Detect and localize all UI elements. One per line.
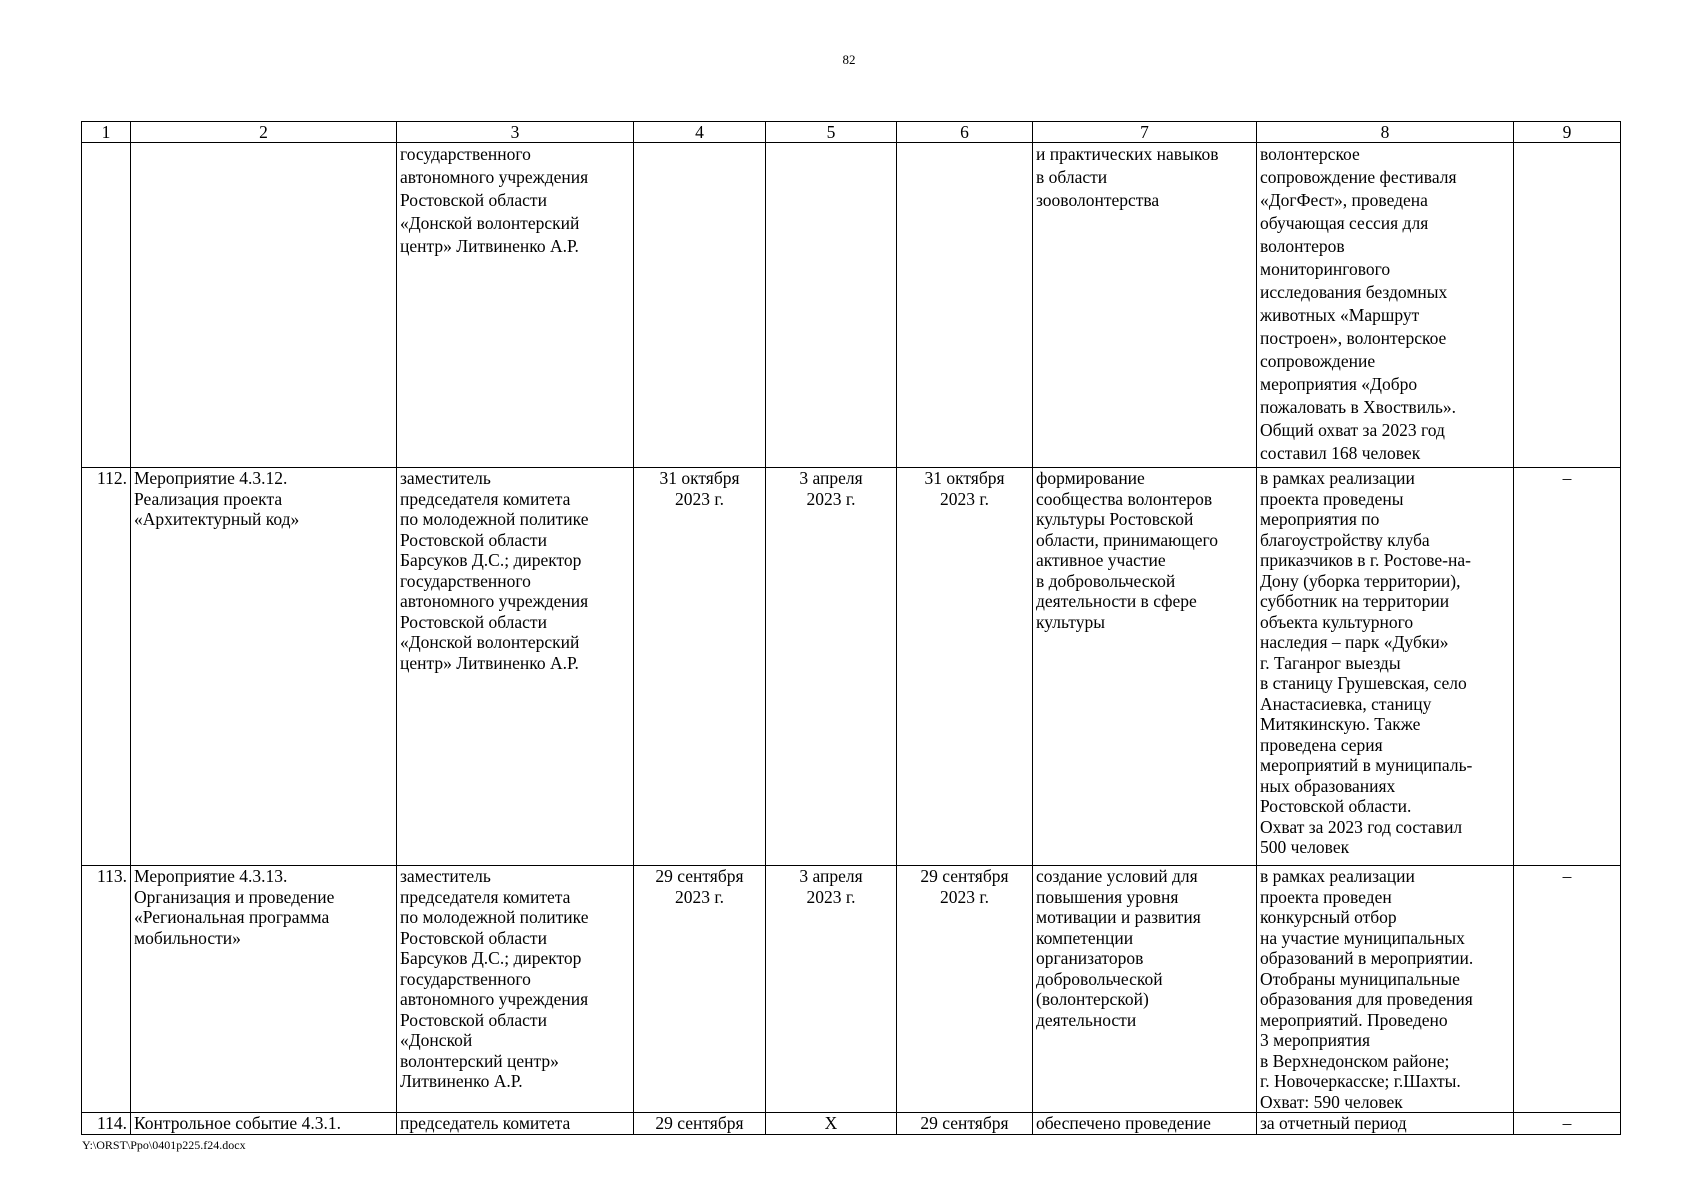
header-cell: 2	[131, 122, 397, 143]
header-cell: 4	[634, 122, 766, 143]
actual-cell: за отчетный период	[1257, 1113, 1514, 1135]
row-number: 114.	[82, 1113, 131, 1135]
plan-date-cell: 31 октября 2023 г.	[634, 468, 766, 866]
footer-file-path: Y:\ORST\Ppo\0401p225.f24.docx	[82, 1138, 246, 1152]
page-number: 82	[842, 52, 856, 67]
row-number: 112.	[82, 468, 131, 866]
responsible-cell: председатель комитета	[397, 1113, 634, 1135]
header-cell: 6	[897, 122, 1033, 143]
event-cell	[131, 143, 397, 468]
result-cell: обеспечено проведение	[1033, 1113, 1257, 1135]
notes-cell	[1514, 143, 1621, 468]
start-date-cell: Х	[766, 1113, 897, 1135]
result-cell: создание условий для повышения уровня мотивации и развития компетенции организаторов добровольческой (волонтерской) деятельности	[1033, 866, 1257, 1113]
actual-cell: в рамках реализации проекта проведены мероприятия по благоустройству клуба приказчиков в г. Ростове-на- Дону (уборка территории), субботник на территории объекта культурного наследия – парк «Дубки» г. Таганрог выезды в станицу Грушевская, село Анастасиевка, станицу Митякинскую. Также проведена серия мероприятий в муниципаль- ных образованиях Ростовской области. Охват за 2023 год составил 500 человек	[1257, 468, 1514, 866]
plan-date-cell: 29 сентября	[634, 1113, 766, 1135]
plan-date-cell: 29 сентября 2023 г.	[634, 866, 766, 1113]
header-cell: 5	[766, 122, 897, 143]
notes-cell: –	[1514, 1113, 1621, 1135]
responsible-cell: заместитель председателя комитета по молодежной политике Ростовской области Барсуков Д.С.; директор государственного автономного учреждения Ростовской области «Донской волонтерский центр» Литвиненко А.Р.	[397, 468, 634, 866]
header-cell: 3	[397, 122, 634, 143]
header-cell: 8	[1257, 122, 1514, 143]
start-date-cell: 3 апреля 2023 г.	[766, 866, 897, 1113]
header-cell: 7	[1033, 122, 1257, 143]
actual-cell: волонтерское сопровождение фестиваля «ДогФест», проведена обучающая сессия для волонтеров мониторингового исследования бездомных животных «Маршрут построен», волонтерское сопровождение мероприятия «Добро пожаловать в Хвоствиль». Общий охват за 2023 год составил 168 человек	[1257, 143, 1514, 468]
report-table	[81, 121, 1621, 1135]
table-header-row	[82, 122, 1621, 143]
end-date-cell	[897, 143, 1033, 468]
event-cell: Контрольное событие 4.3.1.	[131, 1113, 397, 1135]
start-date-cell: 3 апреля 2023 г.	[766, 468, 897, 866]
start-date-cell	[766, 143, 897, 468]
notes-cell: –	[1514, 866, 1621, 1113]
end-date-cell: 31 октября 2023 г.	[897, 468, 1033, 866]
header-cell: 1	[82, 122, 131, 143]
actual-cell: в рамках реализации проекта проведен конкурсный отбор на участие муниципальных образований в мероприятии. Отобраны муниципальные образования для проведения мероприятий. Проведено 3 мероприятия в Верхнедонском районе; г. Новочеркасске; г.Шахты. Охват: 590 человек	[1257, 866, 1514, 1113]
table-row	[82, 866, 1621, 1113]
end-date-cell: 29 сентября 2023 г.	[897, 866, 1033, 1113]
row-number	[82, 143, 131, 468]
header-cell: 9	[1514, 122, 1621, 143]
end-date-cell: 29 сентября	[897, 1113, 1033, 1135]
responsible-cell: заместитель председателя комитета по молодежной политике Ростовской области Барсуков Д.С.; директор государственного автономного учреждения Ростовской области «Донской волонтерский центр» Литвиненко А.Р.	[397, 866, 634, 1113]
event-cell: Мероприятие 4.3.12. Реализация проекта «Архитектурный код»	[131, 468, 397, 866]
result-cell: формирование сообщества волонтеров культуры Ростовской области, принимающего активное участие в добровольческой деятельности в сфере культуры	[1033, 468, 1257, 866]
result-cell: и практических навыков в области зооволонтерства	[1033, 143, 1257, 468]
responsible-cell: государственного автономного учреждения Ростовской области «Донской волонтерский центр» Литвиненко А.Р.	[397, 143, 634, 468]
row-number: 113.	[82, 866, 131, 1113]
table-row	[82, 143, 1621, 468]
notes-cell: –	[1514, 468, 1621, 866]
table-row	[82, 468, 1621, 866]
table-row	[82, 1113, 1621, 1135]
plan-date-cell	[634, 143, 766, 468]
event-cell: Мероприятие 4.3.13. Организация и проведение «Региональная программа мобильности»	[131, 866, 397, 1113]
